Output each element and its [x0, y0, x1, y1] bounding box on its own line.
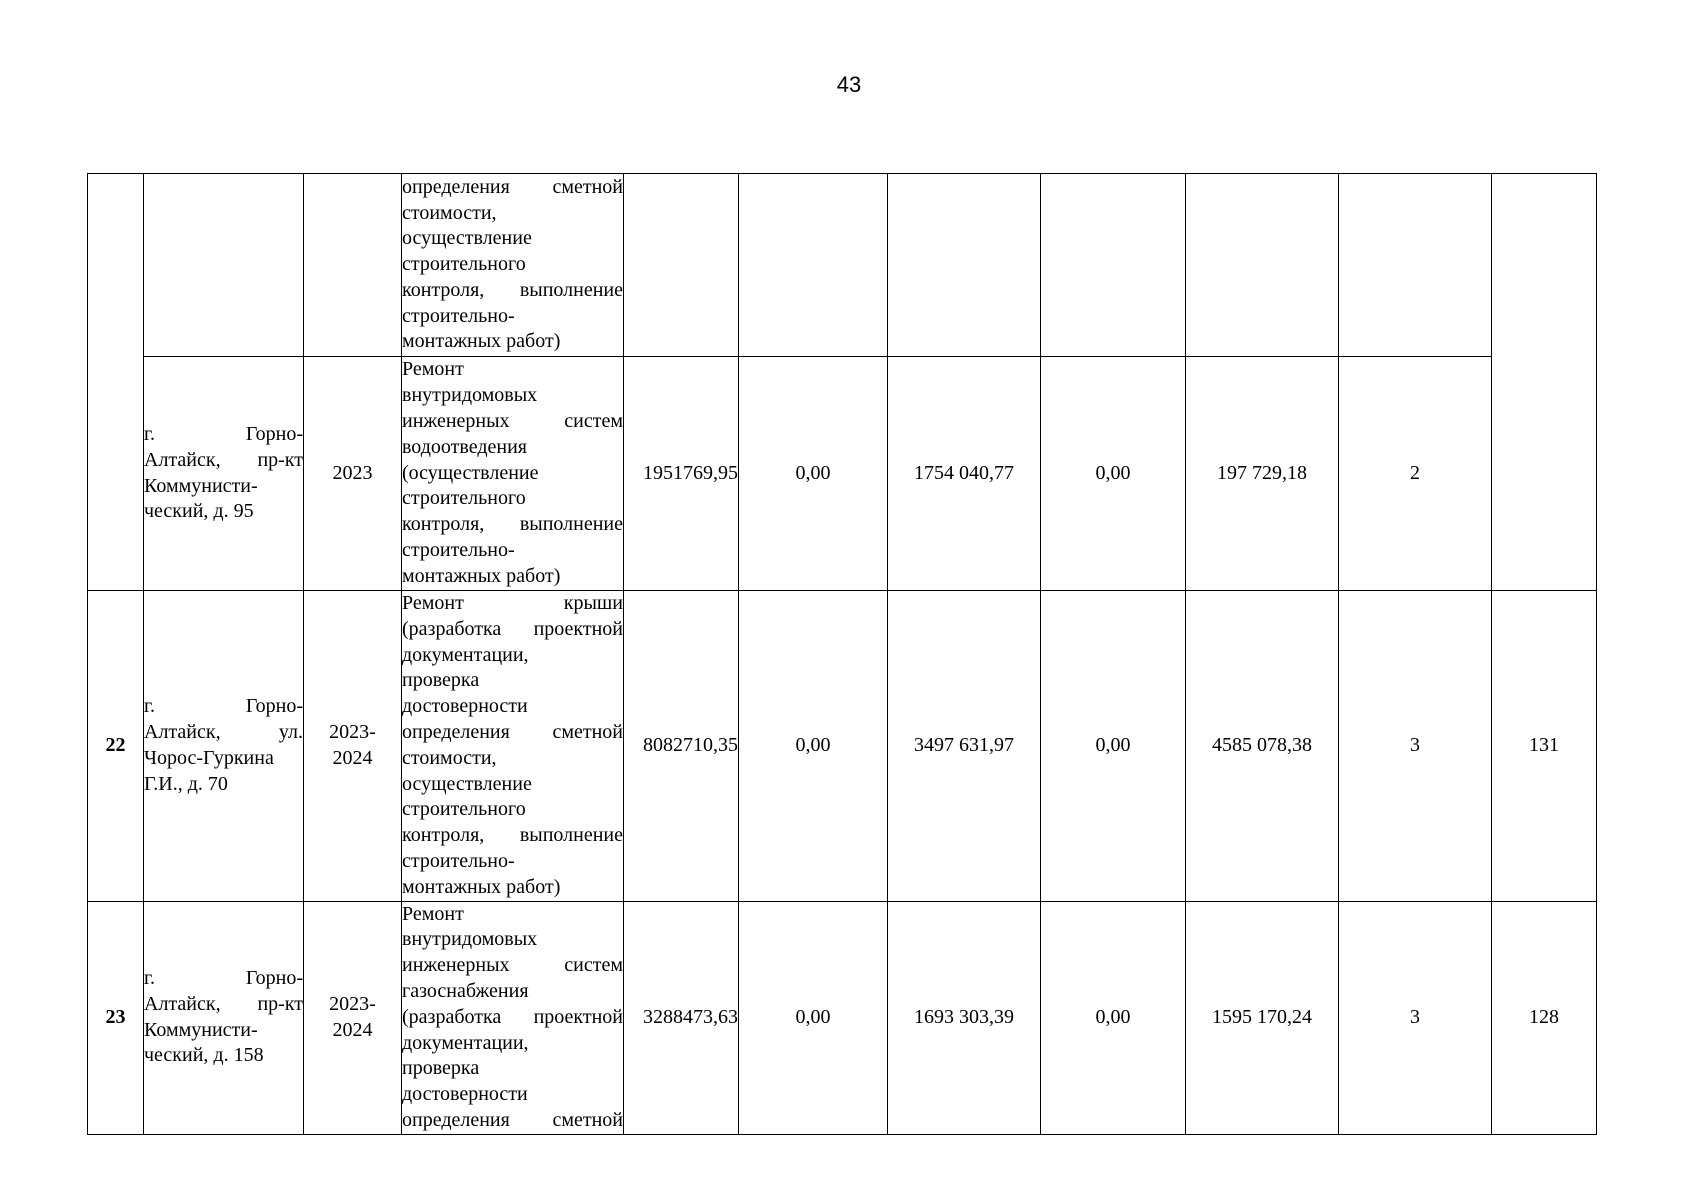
fund-b-cell: 3497 631,97 — [888, 591, 1041, 902]
work-line: контроля, выполнение — [402, 513, 623, 536]
fund-b-cell: 1754 040,77 — [888, 357, 1041, 591]
category-cell: 3 — [1339, 901, 1492, 1134]
work-line: осуществление — [402, 227, 532, 250]
work-line: Ремонт — [402, 902, 464, 925]
fund-d-cell: 1595 170,24 — [1186, 901, 1339, 1134]
address-line: Чорос-Гуркина — [144, 746, 274, 769]
work-line: документации, — [402, 1031, 529, 1054]
year-cell: 2023 — [304, 357, 402, 591]
category-cell: 3 — [1339, 591, 1492, 902]
address-line: Г.И., д. 70 — [144, 772, 228, 795]
table-row — [88, 901, 1597, 1134]
total-cost-cell: 8082710,35 — [624, 591, 739, 902]
work-line: строительно- — [402, 849, 515, 872]
work-line: строительного — [402, 253, 526, 276]
address-line: Алтайск, ул. — [144, 720, 303, 743]
score-cell: 131 — [1492, 591, 1597, 902]
fund-a-cell: 0,00 — [739, 591, 888, 902]
address-cell — [144, 901, 304, 1134]
fund-d-cell: 197 729,18 — [1186, 357, 1339, 591]
work-line: монтажных работ) — [402, 875, 561, 898]
year-line: 2024 — [332, 746, 373, 769]
total-cost-cell — [624, 174, 739, 357]
table-row — [88, 357, 1597, 591]
work-line: достоверности — [402, 1083, 528, 1106]
work-line: Ремонт — [402, 358, 464, 381]
work-line: достоверности — [402, 695, 528, 718]
address-line: г. Горно- — [144, 967, 303, 990]
work-line: строительно- — [402, 538, 515, 561]
work-line: стоимости, — [402, 746, 497, 769]
address-line: Коммунисти- — [144, 1018, 258, 1041]
work-line: определения сметной — [402, 175, 623, 198]
fund-c-cell — [1041, 174, 1186, 357]
address-line: Алтайск, пр-кт — [144, 992, 303, 1015]
fund-c-cell: 0,00 — [1041, 901, 1186, 1134]
work-line: монтажных работ) — [402, 330, 561, 353]
table-row — [88, 174, 1597, 357]
work-line: документации, — [402, 643, 529, 666]
work-line: инженерных систем — [402, 410, 623, 432]
work-line: Ремонт крыши — [402, 592, 623, 614]
work-line: внутридомовых — [402, 928, 538, 951]
total-cost-cell: 1951769,95 — [624, 357, 739, 591]
work-line: строительно- — [402, 304, 515, 327]
row-number-cell: 23 — [88, 901, 144, 1134]
work-line: строительного — [402, 487, 526, 510]
address-line: ческий, д. 158 — [144, 1044, 264, 1067]
work-description-cell — [402, 357, 624, 591]
fund-a-cell: 0,00 — [739, 357, 888, 591]
work-line: определения сметной — [402, 1108, 623, 1131]
row-number-cell: 22 — [88, 591, 144, 902]
fund-b-cell — [888, 174, 1041, 357]
year-cell — [304, 591, 402, 902]
work-line: определения сметной — [402, 720, 623, 743]
address-line: Коммунисти- — [144, 474, 258, 497]
work-description-cell — [402, 591, 624, 902]
capital-repair-table — [87, 173, 1597, 1135]
work-description-cell — [402, 174, 624, 357]
address-line: г. Горно- — [144, 422, 303, 445]
work-line: проверка — [402, 669, 480, 692]
work-line: (разработка проектной — [402, 617, 623, 640]
work-line: проверка — [402, 1057, 480, 1080]
fund-d-cell — [1186, 174, 1339, 357]
page-number: 43 — [836, 72, 862, 97]
row-number-cell — [88, 174, 144, 591]
work-line: контроля, выполнение — [402, 824, 623, 847]
work-line: контроля, выполнение — [402, 278, 623, 301]
work-line: инженерных систем — [402, 954, 623, 977]
work-line: стоимости, — [402, 201, 497, 224]
work-line: осуществление — [402, 772, 532, 795]
address-line: г. Горно- — [144, 695, 303, 718]
work-line: внутридомовых — [402, 384, 538, 407]
year-cell — [304, 174, 402, 357]
fund-d-cell: 4585 078,38 — [1186, 591, 1339, 902]
address-line: ческий, д. 95 — [144, 500, 254, 523]
work-line: газоснабжения — [402, 979, 529, 1002]
work-line: (осуществление — [402, 461, 539, 484]
address-cell — [144, 357, 304, 591]
work-line: водоотведения — [402, 435, 527, 458]
fund-a-cell: 0,00 — [739, 901, 888, 1134]
fund-c-cell: 0,00 — [1041, 357, 1186, 591]
address-line: Алтайск, пр-кт — [144, 448, 303, 471]
total-cost-cell: 3288473,63 — [624, 901, 739, 1134]
year-cell — [304, 901, 402, 1134]
fund-c-cell: 0,00 — [1041, 591, 1186, 902]
address-cell — [144, 174, 304, 357]
score-cell: 128 — [1492, 901, 1597, 1134]
work-line: строительного — [402, 798, 526, 821]
address-cell — [144, 591, 304, 902]
category-cell — [1339, 174, 1492, 357]
year-line: 2023- — [329, 720, 376, 743]
year-line: 2024 — [332, 1018, 373, 1041]
fund-b-cell: 1693 303,39 — [888, 901, 1041, 1134]
work-line: (разработка проектной — [402, 1005, 623, 1028]
work-line: монтажных работ) — [402, 564, 561, 587]
work-description-cell — [402, 901, 624, 1134]
score-cell — [1492, 174, 1597, 591]
year-line: 2023- — [329, 992, 376, 1015]
fund-a-cell — [739, 174, 888, 357]
category-cell: 2 — [1339, 357, 1492, 591]
table-row — [88, 591, 1597, 902]
